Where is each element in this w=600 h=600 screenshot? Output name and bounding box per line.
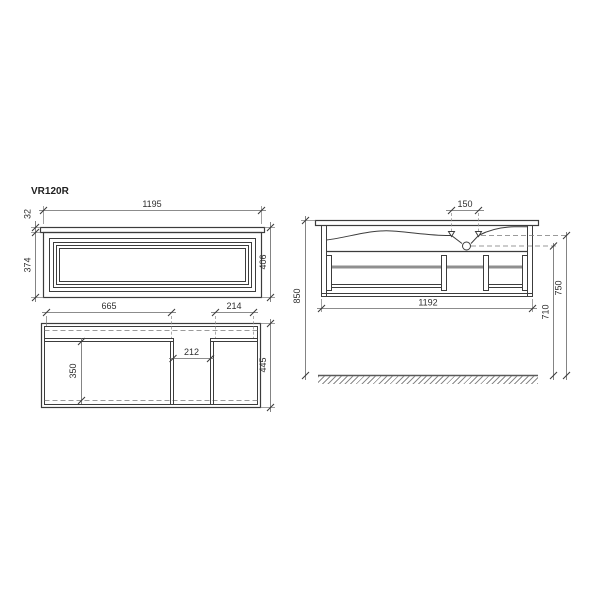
plan-dim-center-gap <box>169 347 214 362</box>
side-dim-rim-height-label: 750 <box>553 280 564 296</box>
side-dim-tap-offset <box>446 199 484 231</box>
front-dim-counter-thickness-label: 32 <box>22 208 33 220</box>
front-dim-width-label: 1195 <box>142 199 162 209</box>
plan-left-compartment <box>45 339 174 405</box>
side-bottom-panel <box>322 294 533 297</box>
runner-bracket-4 <box>523 256 528 291</box>
front-dim-counter-thickness <box>23 209 41 236</box>
side-dim-mount-height <box>292 216 316 380</box>
side-dim-carcass-width <box>317 298 537 313</box>
front-dim-width <box>39 199 266 224</box>
side-right-wall <box>528 226 533 297</box>
front-dim-front-height <box>23 236 44 302</box>
front-dim-front-height-label: 374 <box>22 257 33 273</box>
drain-hole-circle <box>463 242 471 250</box>
runner-bracket-3 <box>484 256 489 291</box>
side-dim-drain-height <box>541 243 558 381</box>
front-drawer-panel-frames <box>50 239 256 292</box>
drawer-runners <box>327 256 528 291</box>
plan-dim-right-opening <box>211 301 258 338</box>
side-dim-tap-offset-label: 150 <box>457 199 473 209</box>
side-dim-carcass-width-label: 1192 <box>418 297 438 308</box>
plan-dim-opening-depth-label: 350 <box>68 363 78 379</box>
side-dim-drain-height-label: 710 <box>540 304 551 320</box>
front-dim-total-height <box>258 222 275 302</box>
basin-section-curve <box>327 227 528 250</box>
runner-bracket-2 <box>442 256 447 291</box>
front-dim-total-height-label: 406 <box>258 254 268 270</box>
side-countertop <box>316 221 539 226</box>
side-left-wall <box>322 226 327 297</box>
plan-dim-total-depth-label: 445 <box>258 357 268 373</box>
side-view <box>292 199 570 380</box>
plan-dim-left-opening <box>42 301 176 338</box>
runner-lower-rail-right <box>489 285 523 288</box>
runner-lower-rail-left <box>332 285 442 288</box>
runner-bracket-1 <box>327 256 332 291</box>
plan-right-compartment <box>211 339 258 405</box>
plan-dim-left-opening-label: 665 <box>101 301 117 311</box>
front-view <box>23 199 276 302</box>
plan-dim-opening-depth <box>68 338 85 404</box>
floor-hatch <box>318 376 538 384</box>
plan-dim-right-opening-label: 214 <box>226 301 242 311</box>
side-dim-mount-height-label: 850 <box>292 288 302 304</box>
front-countertop <box>41 228 265 233</box>
plan-dim-center-gap-label: 212 <box>183 347 200 357</box>
plan-view <box>42 301 276 412</box>
side-dim-rim-height <box>554 232 571 380</box>
model-code-label: VR120R <box>31 186 69 197</box>
